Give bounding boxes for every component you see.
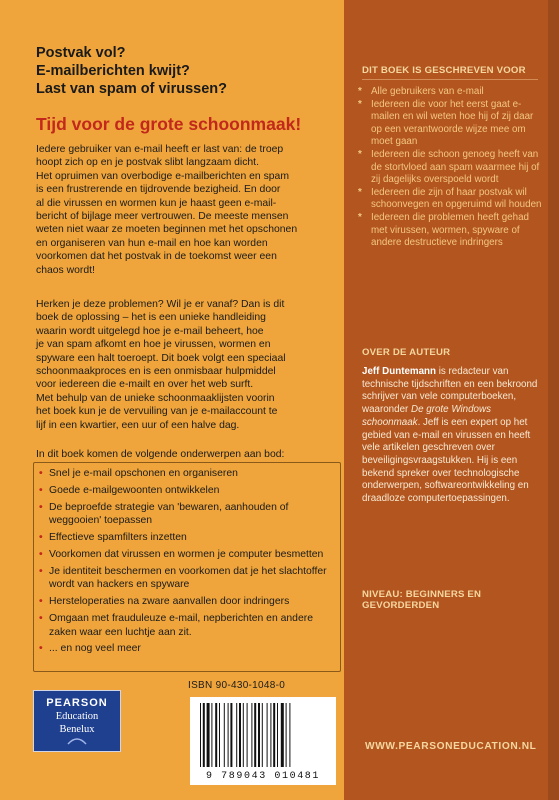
author-text: is redacteur van technische tijdschriften en een bekroond schrijver van vele computerboeken, waaronder	[362, 366, 538, 416]
text-line: Herken je deze problemen? Wil je er vanaf? Dan is dit	[36, 299, 285, 310]
audience-text: Iedereen die voor het eerst gaat e-mailen en wil weten hoe hij of zij daar op een verantwoorde wijze mee om moet gaan	[371, 98, 534, 148]
barcode-number: 9 789043 010481	[205, 771, 320, 782]
bullet-icon: •	[39, 549, 43, 561]
headline-line: Last van spam of virussen?	[36, 81, 227, 97]
bullet-icon: •	[39, 613, 43, 625]
audience-item	[358, 187, 543, 212]
audience-text: Iedereen die problemen heeft gehad met virussen, wormen, spyware of andere destructieve indringers	[371, 211, 529, 249]
star-icon: *	[358, 148, 362, 160]
topic-item	[38, 612, 336, 639]
topics-list	[34, 463, 340, 656]
star-icon: *	[358, 186, 362, 198]
audience-text: Iedereen die schoon genoeg heeft van de stortvloed aan spam waarmee hij of zij dagelijks overspoeld wordt	[371, 148, 540, 186]
audience-heading: DIT BOEK IS GESCHREVEN VOOR	[362, 65, 526, 76]
headline	[36, 44, 336, 98]
text-line: hoopt zich op en je postvak slibt langzaam dicht.	[36, 157, 259, 169]
bullet-icon: •	[39, 643, 43, 655]
audience-item	[358, 212, 543, 250]
audience-item	[358, 86, 543, 99]
topics-heading: In dit boek komen de volgende onderwerpen aan bod:	[36, 449, 285, 460]
topic-item	[38, 531, 336, 544]
topic-item	[38, 484, 336, 497]
topic-item	[38, 548, 336, 561]
headline-line: Postvak vol?	[36, 45, 126, 61]
barcode-area	[188, 680, 338, 798]
topic-text: Voorkomen dat virussen en wormen je computer besmetten	[49, 549, 324, 561]
pearson-logo	[33, 690, 121, 752]
text-line: het boek kun je de vervuiling van je e-mailaccount te	[36, 406, 278, 418]
logo-name: PEARSON	[46, 697, 108, 709]
topic-text: Je identiteit beschermen en voorkomen dat je het slachtoffer wordt van hackers en spyware	[49, 565, 327, 591]
audience-text: Iedereen die zijn of haar postvak wil schoonvegen en opgeruimd wil houden	[371, 186, 542, 211]
topic-text: Snel je e-mail opschonen en organiseren	[49, 468, 238, 479]
bullet-icon: •	[39, 532, 43, 544]
topic-text: ... en nog veel meer	[49, 643, 141, 655]
text-line: voorkomen dat het postvak in de toekomst weer een	[36, 251, 277, 263]
audience-item	[358, 99, 543, 149]
book-title: De grote Windows schoonmaak	[362, 404, 491, 428]
topic-item	[38, 595, 336, 608]
text-line: lijf in een kwartier, een uur of een halve dag.	[36, 419, 240, 431]
topics-box	[33, 462, 341, 672]
text-line: schoonmaakproces en is een onmisbaar hulpmiddel	[36, 366, 276, 378]
author-name: Jeff Duntemann	[362, 366, 437, 377]
topic-text: De beproefde strategie van 'bewaren, aanhouden of weggooien' toepassen	[49, 501, 289, 527]
audience-text: Alle gebruikers van e-mail	[371, 86, 484, 97]
headline-line: E-mailberichten kwijt?	[36, 63, 190, 79]
audience-list	[358, 86, 543, 250]
text-line: waarin wordt uitgelegd hoe je e-mail beheert, hoe	[36, 325, 264, 337]
topic-item	[38, 501, 336, 528]
divider	[362, 79, 538, 80]
swirl-icon	[67, 736, 87, 746]
author-bio	[362, 366, 540, 506]
text-line: chaos wordt!	[36, 264, 95, 276]
intro-paragraph	[36, 143, 340, 277]
isbn: ISBN 90-430-1048-0	[188, 680, 286, 691]
logo-line: Education	[55, 711, 99, 722]
text-line: boek de oplossing – het is een unieke handleiding	[36, 312, 266, 324]
text-line: je van spam afkomt en hoe je virussen, wormen en	[36, 339, 271, 351]
topic-item	[38, 642, 336, 655]
tagline: Tijd voor de grote schoonmaak!	[36, 114, 302, 134]
logo-line: Benelux	[59, 724, 95, 735]
bullet-icon: •	[39, 596, 43, 608]
website-url: WWW.PEARSONEDUCATION.NL	[365, 741, 537, 752]
text-line: en organiseren van hun e-mail en hoe kan worden	[36, 237, 268, 249]
problem-paragraph	[36, 298, 340, 432]
text-line: is een frustrerende en tijdrovende bezigheid. En door	[36, 184, 281, 196]
star-icon: *	[358, 211, 362, 223]
audience-item	[358, 149, 543, 187]
topic-item	[38, 467, 336, 480]
text-line: bericht of bijlage meer vertrouwen. De meeste mensen	[36, 211, 289, 223]
bullet-icon: •	[39, 468, 43, 479]
author-heading: OVER DE AUTEUR	[362, 347, 451, 358]
topic-item	[38, 565, 336, 592]
cover-edge	[548, 0, 559, 800]
bullet-icon: •	[39, 565, 43, 577]
bullet-icon: •	[39, 501, 43, 513]
star-icon: *	[358, 86, 362, 97]
star-icon: *	[358, 98, 362, 110]
text-line: voor iedereen die e-mailt en over het web surft.	[36, 379, 254, 391]
topic-text: Effectieve spamfilters inzetten	[49, 532, 187, 544]
text-line: Het opruimen van overbodige e-mailberichten en spam	[36, 170, 289, 182]
text-line: weten niet waar ze moeten beginnen met het opschonen	[36, 224, 298, 236]
barcode-bars-icon	[200, 703, 328, 767]
barcode	[190, 697, 336, 785]
text-line: Met behulp van de unieke schoonmaaklijsten voorin	[36, 392, 275, 404]
text-line: spyware een halt toeroept. Dit boek volgt een speciaal	[36, 352, 286, 364]
author-text: . Jeff is een expert op het gebied van e-mail en virussen en heeft vele artikelen geschreven over beveiligingsvraagstukken. Hij is een bekend spreker over technologische onderwerpen, softwareontwikkeling en draadloze computertoepassingen.	[362, 416, 531, 505]
text-line: al die virussen en wormen kun je haast geen e-mail-	[36, 197, 277, 209]
text-line: Iedere gebruiker van e-mail heeft er last van: de troep	[36, 144, 284, 155]
level-label: NIVEAU: BEGINNERS EN GEVORDERDEN	[362, 589, 482, 611]
bullet-icon: •	[39, 484, 43, 496]
topic-text: Omgaan met frauduleuze e-mail, nepberichten en andere zaken waar een luchtje aan zit.	[49, 613, 313, 638]
topic-text: Goede e-mailgewoonten ontwikkelen	[49, 484, 220, 496]
topic-text: Hersteloperaties na zware aanvallen door indringers	[49, 596, 290, 608]
